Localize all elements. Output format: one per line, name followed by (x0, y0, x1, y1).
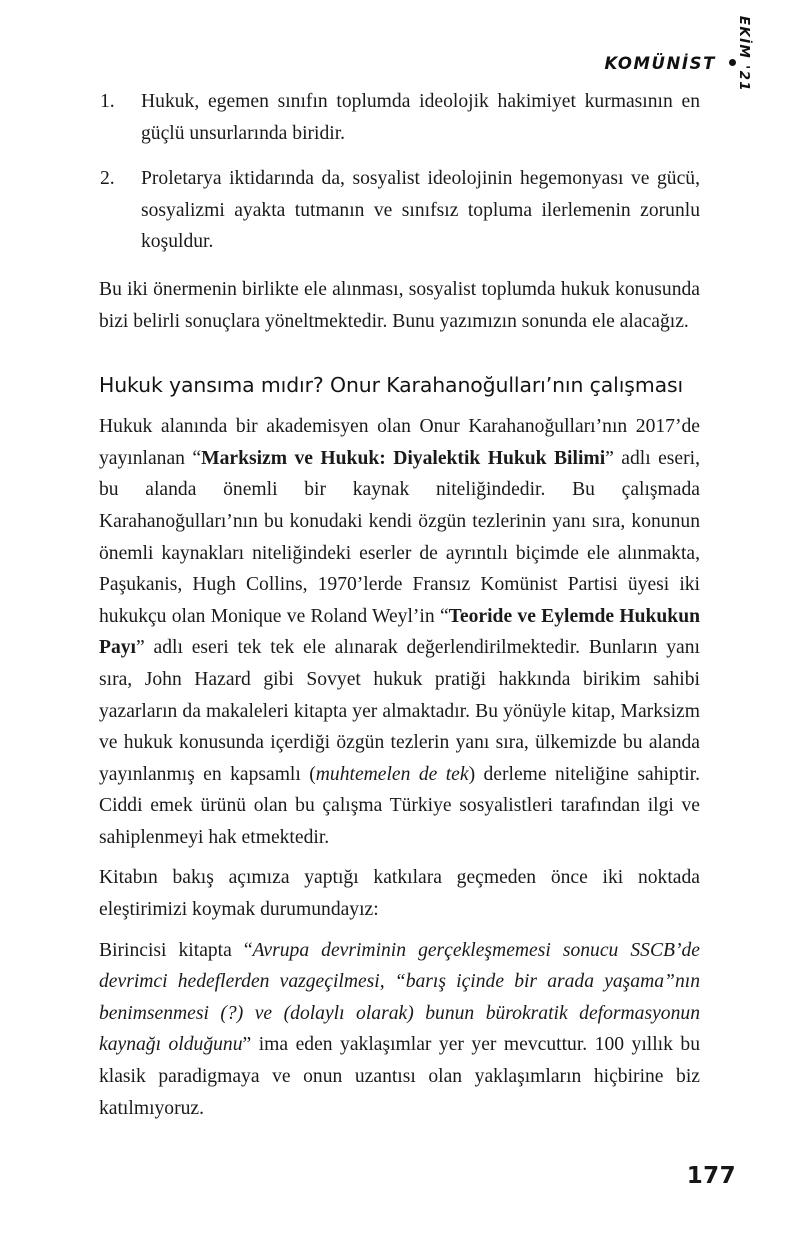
text-column (99, 86, 700, 1133)
text-run: Hukuk alanında bir akademisyen olan Onur Karahanoğulları’nın 2017’de yayınlanan “ (99, 416, 700, 469)
numbered-propositions-list (99, 86, 700, 258)
list-item-text: Proletarya iktidarında da, sosyalist ideolojinin hegemonyası ve gücü, sosyalizmi ayakta tutmanın ve sınıfsız topluma ilerlemenin zorunlu koşuldur. (141, 168, 700, 253)
emphasis-muhtemelen-de-tek: muhtemelen de tek (315, 763, 469, 785)
text-run: ) derleme niteliğine sahiptir. Ciddi emek ürünü olan bu çalışma Türkiye sosyalistleri tarafından ilgi ve sahiplenmeyi hak etmektedir. (99, 763, 700, 848)
list-item-marker: 1. (100, 91, 115, 112)
text-run: ” ima eden yaklaşımlar yer yer mevcuttur. 100 yıllık bu klasik paradigmaya ve onun uzantısı olan yaklaşımların hiçbirine biz katılmıyoruz. (99, 1034, 700, 1119)
section-heading: Hukuk yansıma mıdır? Onur Karahanoğulları’nın çalışması (99, 373, 684, 398)
paragraph-first-critique (99, 935, 700, 1125)
text-run: ” adlı eseri, bu alanda önemli bir kaynak niteliğindedir. Bu çalışmada Karahanoğulları’nın bu konudaki kendi özgün tezlerinin yanı sıra, konunun önemli kaynakları niteliğindeki eserler de ayrıntılı biçimde ele alınmakta, Paşukanis, Hugh Collins, 1970’lerde Fransız Komünist Partisi üyesi iki hukukçu olan Monique ve Roland Weyl’in “ (99, 447, 700, 627)
list-item-marker: 2. (100, 168, 115, 190)
list-item (99, 163, 700, 258)
text-run: Birincisi kitapta “ (99, 939, 253, 961)
book-title-marksizm-ve-hukuk: Marksizm ve Hukuk: Diyalektik Hukuk Bilimi (201, 447, 606, 469)
list-item (99, 86, 700, 149)
paragraph-book-review (99, 411, 700, 853)
issue-date-sidebar: EKİM '21 (736, 15, 752, 92)
running-head-title: KOMÜNİST (604, 54, 716, 73)
quotation-italic: Avrupa devriminin gerçekleşmemesi sonucu SSCB’de devrimci hedeflerden vazgeçilmesi, “barış içinde bir arada yaşama”nın benimsenmesi (?) ve (dolaylı olarak) bunun bürokratik deformasyonun kaynağı olduğunu (99, 939, 700, 1056)
paragraph-intro: Bu iki önermenin birlikte ele alınması, sosyalist toplumda hukuk konusunda bizi belirli sonuçlara yöneltmektedir. Bunu yazımızın sonunda ele alacağız. (99, 278, 700, 332)
running-head (605, 54, 736, 73)
book-title-teoride-ve-eylemde: Teoride ve Eylemde Hukukun Payı (99, 605, 701, 659)
bullet-dot-icon (729, 59, 736, 66)
list-item-text: Hukuk, egemen sınıfın toplumda ideolojik hakimiyet kurmasının en güçlü unsurlarında biridir. (141, 91, 700, 144)
paragraph-critique-intro: Kitabın bakış açımıza yaptığı katkılara geçmeden önce iki noktada eleştirimizi koymak durumundayız: (99, 867, 700, 921)
text-run: ” adlı eseri tek tek ele alınarak değerlendirilmektedir. Bunların yanı sıra, John Hazard gibi Sovyet hukuk pratiği hakkında birikim sahibi yazarların da makaleleri kitapta yer almaktadır. Bu yönüyle kitap, Marksizm ve hukuk konusunda içerdiği özgün tezlerin yanı sıra, ülkemizde bu alanda yayınlanmış en kapsamlı ( (99, 637, 700, 785)
page-number: 177 (686, 1163, 736, 1189)
